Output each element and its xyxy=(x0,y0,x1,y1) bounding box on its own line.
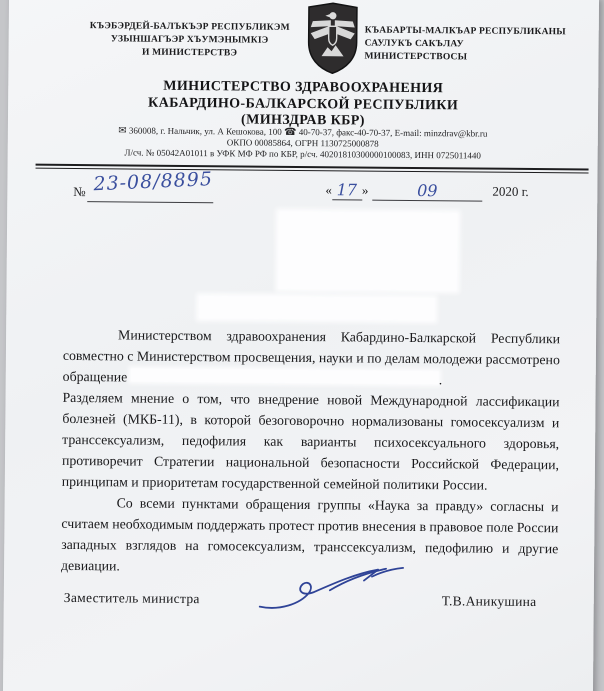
date-year-label: 2020 г. xyxy=(492,183,529,199)
redaction-block-secondary xyxy=(199,296,434,320)
envelope-icon: ✉ xyxy=(118,125,127,137)
date-row xyxy=(325,178,529,200)
redaction-block-recipient xyxy=(278,212,457,291)
date-quote-open: « xyxy=(325,182,332,198)
doc-number-underline xyxy=(87,201,213,203)
doc-number-handwritten: 23-08/8895 xyxy=(93,168,214,196)
inline-redaction xyxy=(131,369,439,385)
paragraph-1-tail: . xyxy=(438,372,443,388)
org-right-line-3: МИНИСТЕРСТВОСЫ xyxy=(364,51,468,63)
ministry-title-line-1: МИНИСТЕРСТВО ЗДРАВООХРАНЕНИЯ xyxy=(163,78,444,97)
letter-body xyxy=(61,324,560,580)
signer-position: Заместитель министра xyxy=(63,589,200,607)
contact-line-2: ОКПО 00085864, ОГРН 1130725000878 xyxy=(226,137,379,149)
org-left-line-3: И МИНИСТЕРСТВЭ xyxy=(141,47,238,59)
org-left-line-1: КЪЭБЭРДЕЙ-БАЛЪКЪЭР РЕСПУБЛИКЭМ xyxy=(89,21,290,33)
coat-of-arms-icon xyxy=(305,2,360,74)
signer-name: Т.В.Аникушина xyxy=(441,593,537,610)
date-quote-close: » xyxy=(361,182,369,198)
ministry-title-line-3: (МИНЗДРАВ КБР) xyxy=(241,112,365,129)
paragraph-1-text: Министерством здравоохранения Кабардино-Балкарской Республики совместно с Министерством просвещения, науки и по делам молодежи рассмотрено обращение xyxy=(62,327,561,385)
date-month-handwritten: 09 xyxy=(372,181,482,202)
signature-stroke xyxy=(252,566,407,615)
contact-block xyxy=(8,124,598,162)
body-paragraph-2: Разделяем мнение о том, что внедрение новой Международной лассификации болезней (МКБ-11), в которой безоговорочно нормализованы гомосексуализм и транссексуализм, педофилия как варианты психосексуального здоровья, противоречит Стратегии национальной безопасности Российской Федерации, принципам и приоритетам государственной семейной политики России. xyxy=(61,389,560,493)
contact-address: 360008, г. Нальчик, ул. А Кешокова, 100 xyxy=(128,125,282,137)
body-paragraph-1 xyxy=(63,324,561,391)
org-left-line-2: УЗЫНШАГЪЭР ХЪУМЭНЫМКIЭ xyxy=(110,34,269,46)
letter-page xyxy=(3,0,599,691)
org-right-line-2: САУЛУКЪ САКЪЛАУ xyxy=(364,38,464,50)
org-right-line-1: КЪАБАРТЫ-МАЛКЪАР РЕСПУБЛИКАНЫ xyxy=(364,25,566,38)
doc-number-label: № xyxy=(73,184,86,200)
body-paragraph-3: Со всеми пунктами обращения группы «Наука за правду» согласны и считаем необходимым поддержать протест против внесения в правовое поле России западных взглядов на гомосексуализм, транссексуализм, педофилию и другие девиации. xyxy=(61,495,559,574)
letterhead-org-right xyxy=(364,25,574,66)
date-day-handwritten: 17 xyxy=(332,180,362,200)
ministry-title-line-2: КАБАРДИНО-БАЛКАРСКОЙ РЕСПУБЛИКИ xyxy=(148,95,459,113)
letterhead-org-left xyxy=(82,20,296,61)
ministry-title xyxy=(8,77,598,132)
contact-line-3: Л/сч. № 05042А01011 в УФК МФ РФ по КБР, р/сч. 40201810300000100083, ИНН 0725011440 xyxy=(124,147,482,161)
phone-icon: ☎ xyxy=(283,126,297,138)
contact-phones: 40-70-37, факс-40-70-37, E-mail: minzdrav@kbr.ru xyxy=(298,126,488,139)
